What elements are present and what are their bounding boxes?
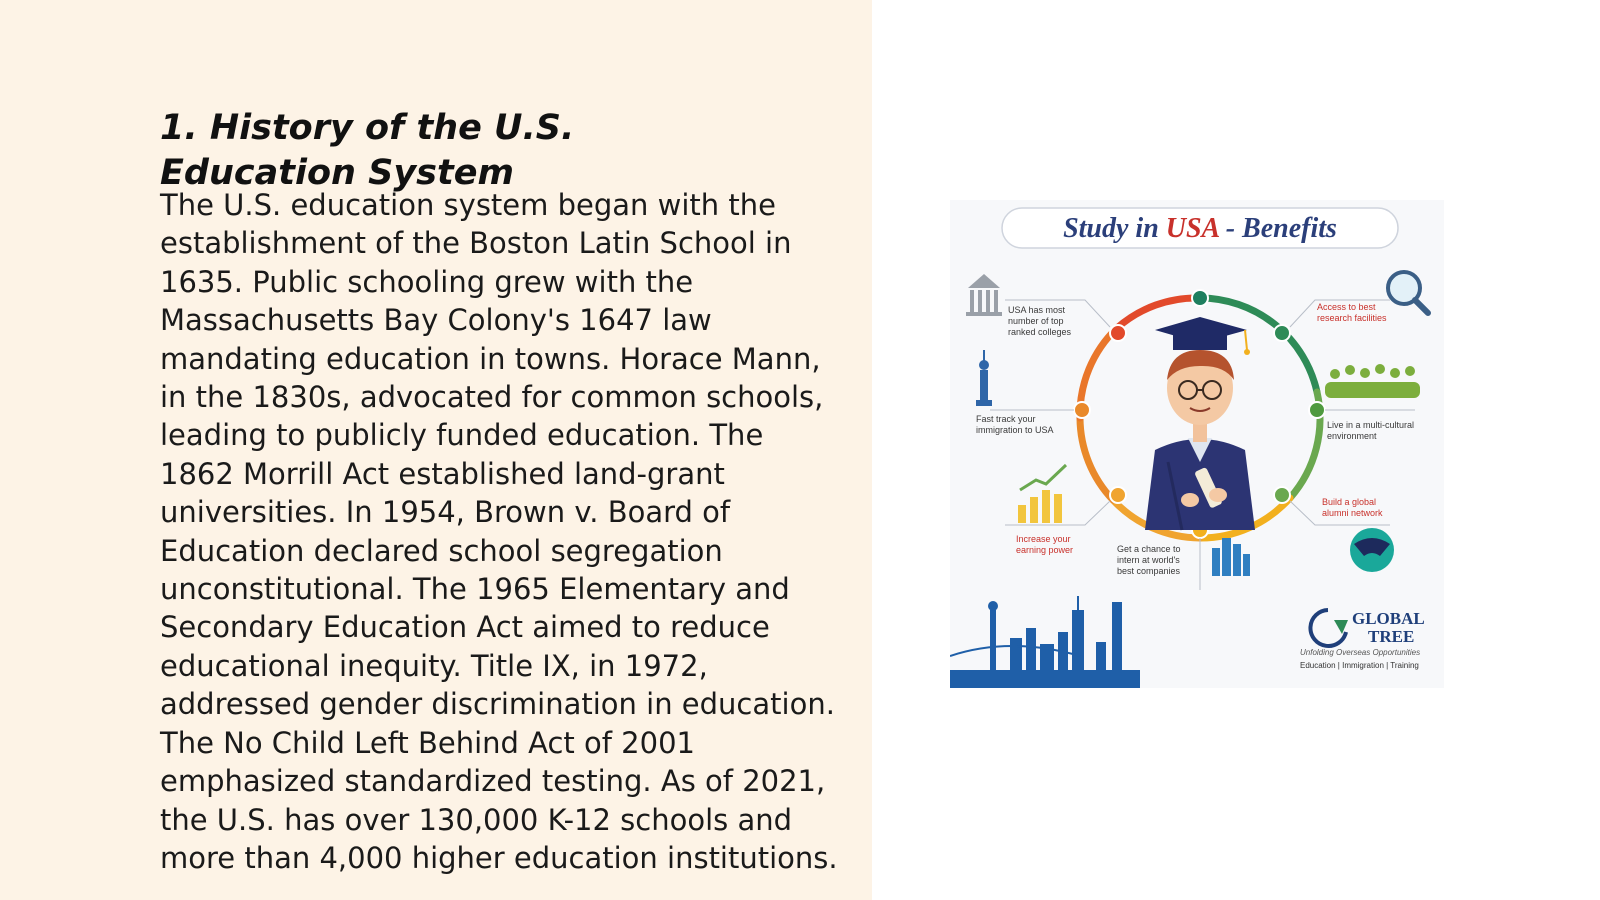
title-part-1: Study in	[1063, 213, 1166, 244]
statue-of-liberty-icon	[976, 350, 992, 406]
university-building-icon	[966, 274, 1002, 316]
benefit-top-colleges: USA has most number of top ranked colleges	[1008, 305, 1072, 337]
title-part-3: - Benefits	[1218, 213, 1337, 244]
graduate-illustration	[1145, 317, 1255, 530]
company-buildings-icon	[1212, 538, 1250, 576]
slide-title: 1. History of the U.S. Education System	[160, 108, 575, 193]
logo-global: GLOBAL	[1352, 609, 1425, 628]
magnifying-glass-icon	[1388, 272, 1428, 313]
benefit-research: Access to best research facilities	[1317, 302, 1387, 323]
growth-chart-icon	[1018, 465, 1066, 523]
global-tree-logo	[1300, 609, 1425, 670]
benefit-earning: Increase your earning power	[1016, 534, 1074, 555]
title-part-usa: USA	[1165, 213, 1219, 244]
svg-text:Study in USA - Benefits	[1063, 213, 1337, 244]
benefit-multicultural: Live in a multi-cultural environment	[1327, 420, 1415, 441]
benefit-alumni: Build a global alumni network	[1322, 497, 1383, 518]
logo-tree: TREE	[1368, 627, 1415, 646]
logo-tagline: Unfolding Overseas Opportunities	[1300, 648, 1421, 657]
crowd-people-icon	[1325, 364, 1420, 398]
new-york-skyline	[950, 596, 1140, 688]
handshake-globe-icon	[1350, 528, 1394, 572]
slide-body: The U.S. education system began with the establishment of the Boston Latin School in 1635. Public schooling grew with the Massachusetts Bay Colony's 1647 law mandating education in towns. Horace Mann, in the 1830s, advocated for common schools, leading to publicly funded education. The 1862 Morrill Act established land-grant universities. In 1954, Brown v. Board of Education declared school segregation unconstitutional. The 1965 Elementary and Secondary Education Act aimed to reduce educational inequity. Title IX, in 1972, addressed gender discrimination in education. The No Child Left Behind Act of 2001 emphasized standardized testing. As of 2021, the U.S. has over 130,000 K-12 schools and more than 4,000 higher education institutions.	[160, 188, 838, 875]
study-in-usa-infographic	[950, 200, 1444, 688]
infographic-title	[1002, 208, 1398, 248]
logo-services: Education | Immigration | Training	[1300, 661, 1419, 670]
benefit-intern: Get a chance to intern at world's best companies	[1117, 544, 1181, 576]
benefit-immigration: Fast track your immigration to USA	[976, 414, 1054, 435]
